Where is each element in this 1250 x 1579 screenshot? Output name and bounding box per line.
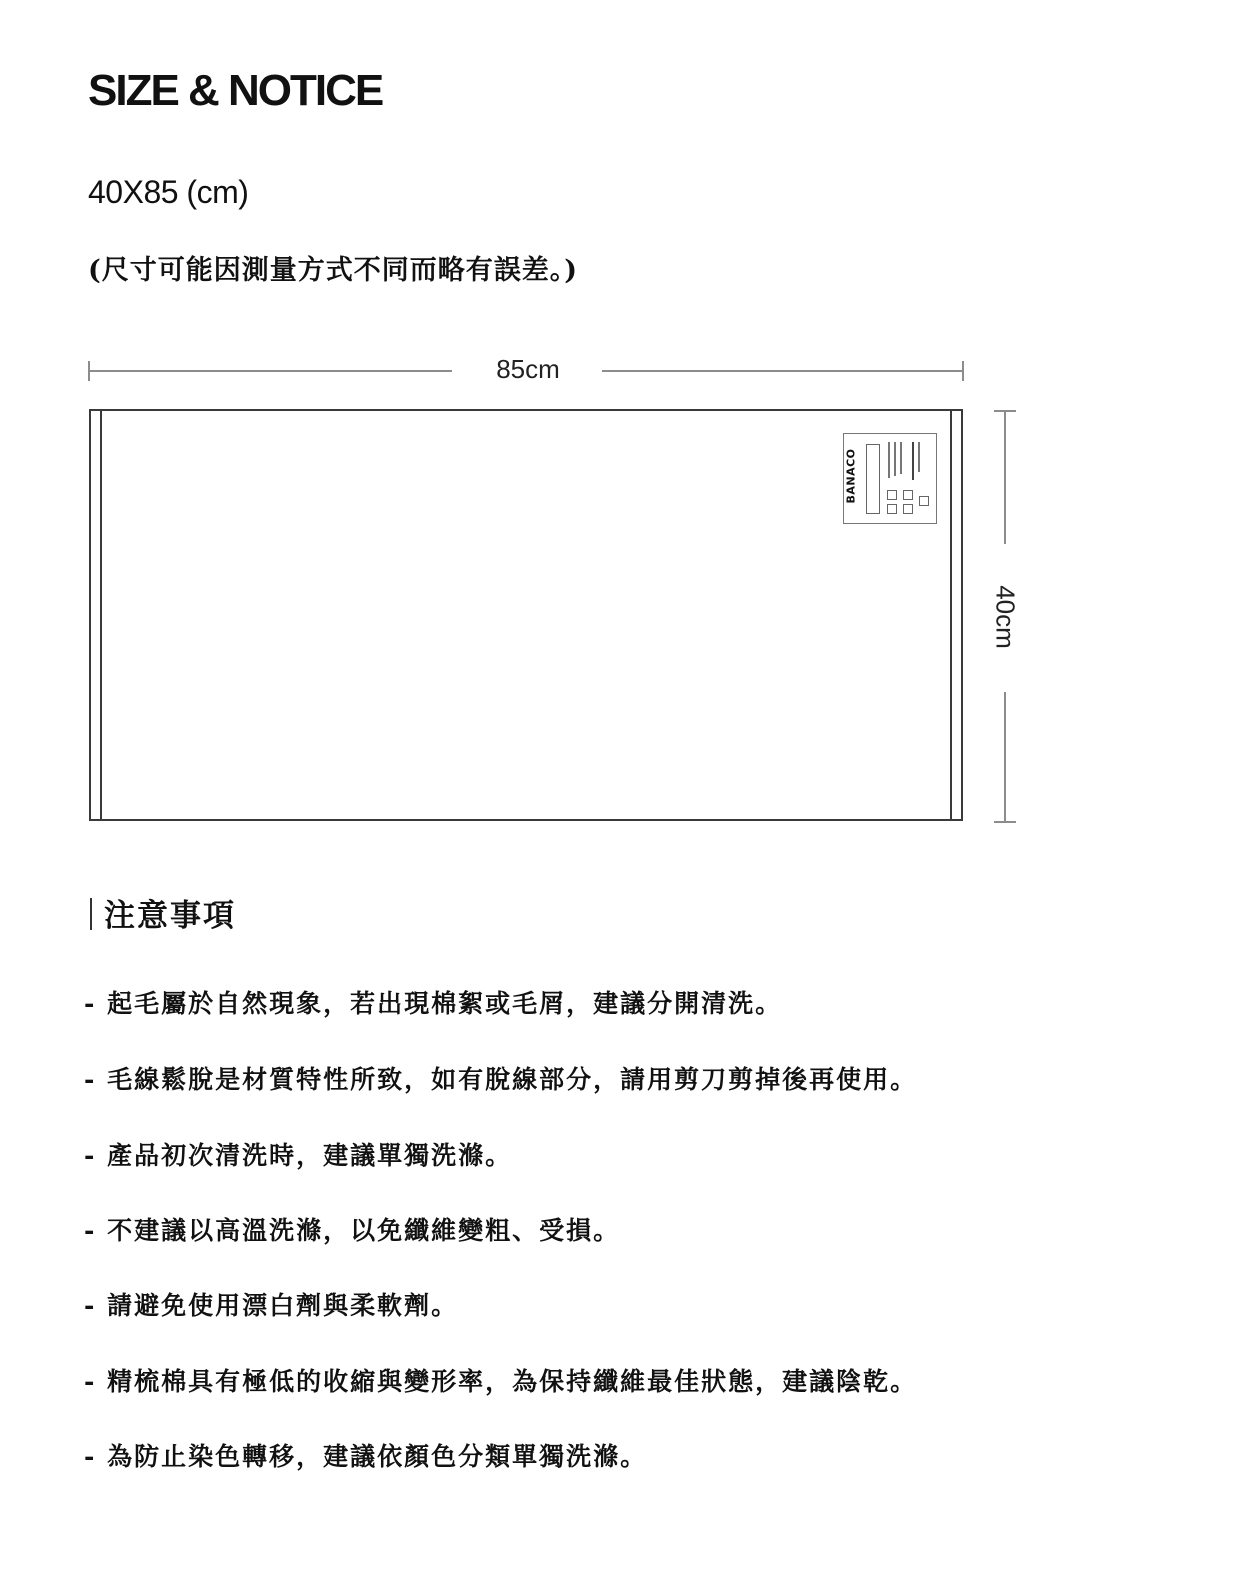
notice-heading — [90, 890, 236, 935]
towel-hem-left — [100, 411, 102, 819]
notice-item: - 產品初次清洗時，建議單獨洗滌。 — [84, 1141, 513, 1170]
tag-text-line — [912, 442, 914, 480]
height-label: 40cm — [990, 585, 1021, 649]
width-line-right — [602, 370, 964, 372]
measurement-note: (尺寸可能因測量方式不同而略有誤差。) — [88, 255, 579, 286]
wash-icon — [903, 504, 913, 514]
width-line-left — [88, 370, 452, 372]
wash-icon — [919, 496, 929, 506]
notice-item: - 請避免使用漂白劑與柔軟劑。 — [84, 1291, 459, 1320]
height-cap-bottom — [994, 821, 1016, 823]
wash-icon — [887, 504, 897, 514]
tag-brand-text: BANACO — [844, 448, 858, 504]
tag-text-line — [894, 442, 896, 476]
heading-bar — [90, 898, 92, 930]
notice-item: - 毛線鬆脫是材質特性所致，如有脫線部分，請用剪刀剪掉後再使用。 — [84, 1065, 918, 1094]
towel-diagram — [89, 409, 963, 821]
tag-text-line — [888, 442, 890, 478]
wash-icon — [887, 490, 897, 500]
size-text: 40X85 (cm) — [88, 174, 249, 210]
notice-item: - 起毛屬於自然現象，若出現棉絮或毛屑，建議分開清洗。 — [84, 989, 783, 1018]
notice-heading-text: 注意事項 — [104, 898, 236, 934]
width-cap-right — [962, 361, 964, 381]
width-label: 85cm — [496, 354, 560, 384]
notice-item: - 精梳棉具有極低的收縮與變形率，為保持纖維最佳狀態，建議陰乾。 — [84, 1367, 918, 1396]
page-title: SIZE & NOTICE — [88, 66, 383, 115]
towel-hem-right — [950, 411, 952, 819]
wash-icon — [903, 490, 913, 500]
care-label-tag — [843, 433, 937, 524]
height-line-bottom — [1004, 692, 1006, 822]
notice-item: - 為防止染色轉移，建議依顏色分類單獨洗滌。 — [84, 1442, 648, 1471]
height-line-top — [1004, 410, 1006, 544]
tag-text-line — [918, 442, 920, 472]
tag-text-line — [900, 442, 902, 474]
notice-item: - 不建議以高溫洗滌，以免纖維變粗、受損。 — [84, 1216, 621, 1245]
tag-certification-box — [866, 444, 880, 514]
